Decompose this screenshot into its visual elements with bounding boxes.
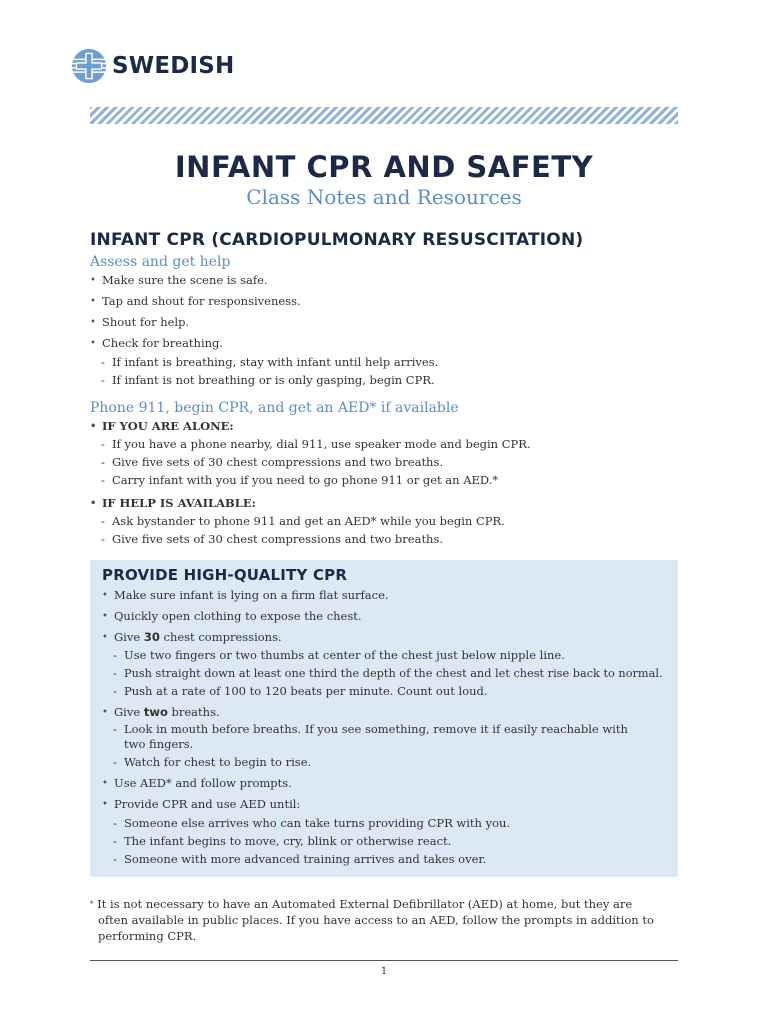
list-subitem: - Use two fingers or two thumbs at center of the chest just below nipple line.: [102, 647, 666, 664]
list-item: • Shout for help.: [90, 314, 678, 331]
swedish-cross-icon: [70, 47, 108, 85]
list-subitem: - Push straight down at least one third the depth of the chest and let chest rise back to normal.: [102, 665, 666, 682]
page-number: 1: [380, 966, 388, 977]
help-available-label: • IF HELP IS AVAILABLE:: [90, 495, 678, 512]
swedish-logo: [70, 46, 235, 86]
list-subitem: - Give five sets of 30 chest compressions and two breaths.: [90, 531, 678, 548]
alone-label: • IF YOU ARE ALONE:: [90, 418, 678, 435]
assess-list: [90, 272, 678, 389]
list-subitem: - Someone else arrives who can take turns providing CPR with you.: [102, 815, 666, 832]
footnote-marker: *: [90, 900, 94, 908]
list-subitem: - If infant is not breathing or is only gasping, begin CPR.: [90, 372, 678, 389]
phone-list: [90, 418, 678, 489]
page-subtitle: Class Notes and Resources: [246, 185, 522, 209]
list-subitem: - If you have a phone nearby, dial 911, use speaker mode and begin CPR.: [90, 436, 678, 453]
list-item: • Make sure the scene is safe.: [90, 272, 678, 289]
cpr-box-heading: PROVIDE HIGH-QUALITY CPR: [102, 566, 348, 584]
subheading-phone-911: Phone 911, begin CPR, and get an AED* if available: [90, 400, 459, 416]
text-prefix: Give: [114, 630, 144, 644]
brand-name: SWEDISH: [112, 53, 235, 79]
list-subitem: - Push at a rate of 100 to 120 beats per minute. Count out loud.: [102, 683, 666, 700]
list-subitem: - Watch for chest to begin to rise.: [102, 754, 666, 771]
text-suffix: chest compressions.: [159, 630, 282, 644]
list-subitem: - Carry infant with you if you need to go phone 911 or get an AED.*: [90, 472, 678, 489]
list-item: • Check for breathing.: [90, 335, 678, 352]
section-heading-infant-cpr: INFANT CPR (CARDIOPULMONARY RESUSCITATION): [90, 230, 584, 250]
list-subitem: - Give five sets of 30 chest compressions and two breaths.: [90, 454, 678, 471]
page-title: INFANT CPR AND SAFETY: [174, 150, 594, 184]
text-suffix: breaths.: [167, 705, 220, 719]
list-item: • Tap and shout for responsiveness.: [90, 293, 678, 310]
help-list: [90, 495, 678, 548]
list-item-compressions: [102, 629, 666, 646]
main-content: [90, 230, 678, 877]
list-item: • Use AED* and follow prompts.: [102, 775, 666, 792]
list-item-breaths: [102, 704, 666, 721]
breaths-line-1: - Look in mouth before breaths. If you see something, remove it if easily reachable with: [124, 722, 628, 736]
list-item: • Quickly open clothing to expose the chest.: [102, 608, 666, 625]
breaths-line-2: two fingers.: [124, 737, 194, 751]
decorative-stripe-bar: [90, 107, 678, 124]
list-item: • Make sure infant is lying on a firm flat surface.: [102, 587, 666, 604]
list-subitem: - Ask bystander to phone 911 and get an AED* while you begin CPR.: [90, 513, 678, 530]
cpr-list: [102, 587, 666, 868]
high-quality-cpr-box: [90, 560, 678, 877]
list-item: • Provide CPR and use AED until:: [102, 796, 666, 813]
list-subitem: - The infant begins to move, cry, blink or otherwise react.: [102, 833, 666, 850]
footnote-text: It is not necessary to have an Automated External Defibrillator (AED) at home, but they are often available in public places. If you have access to an AED, follow the prompts in addition to performing CPR.: [93, 897, 654, 943]
aed-footnote: [90, 896, 658, 944]
subheading-assess: Assess and get help: [90, 254, 231, 270]
list-subitem: - Someone with more advanced training arrives and takes over.: [102, 851, 666, 868]
text-prefix: Give: [114, 705, 144, 719]
bold-word: two: [143, 705, 168, 719]
list-subitem: [102, 722, 666, 752]
bold-number: 30: [143, 630, 160, 644]
list-subitem: - If infant is breathing, stay with infant until help arrives.: [90, 354, 678, 371]
footer-divider: [90, 960, 678, 961]
